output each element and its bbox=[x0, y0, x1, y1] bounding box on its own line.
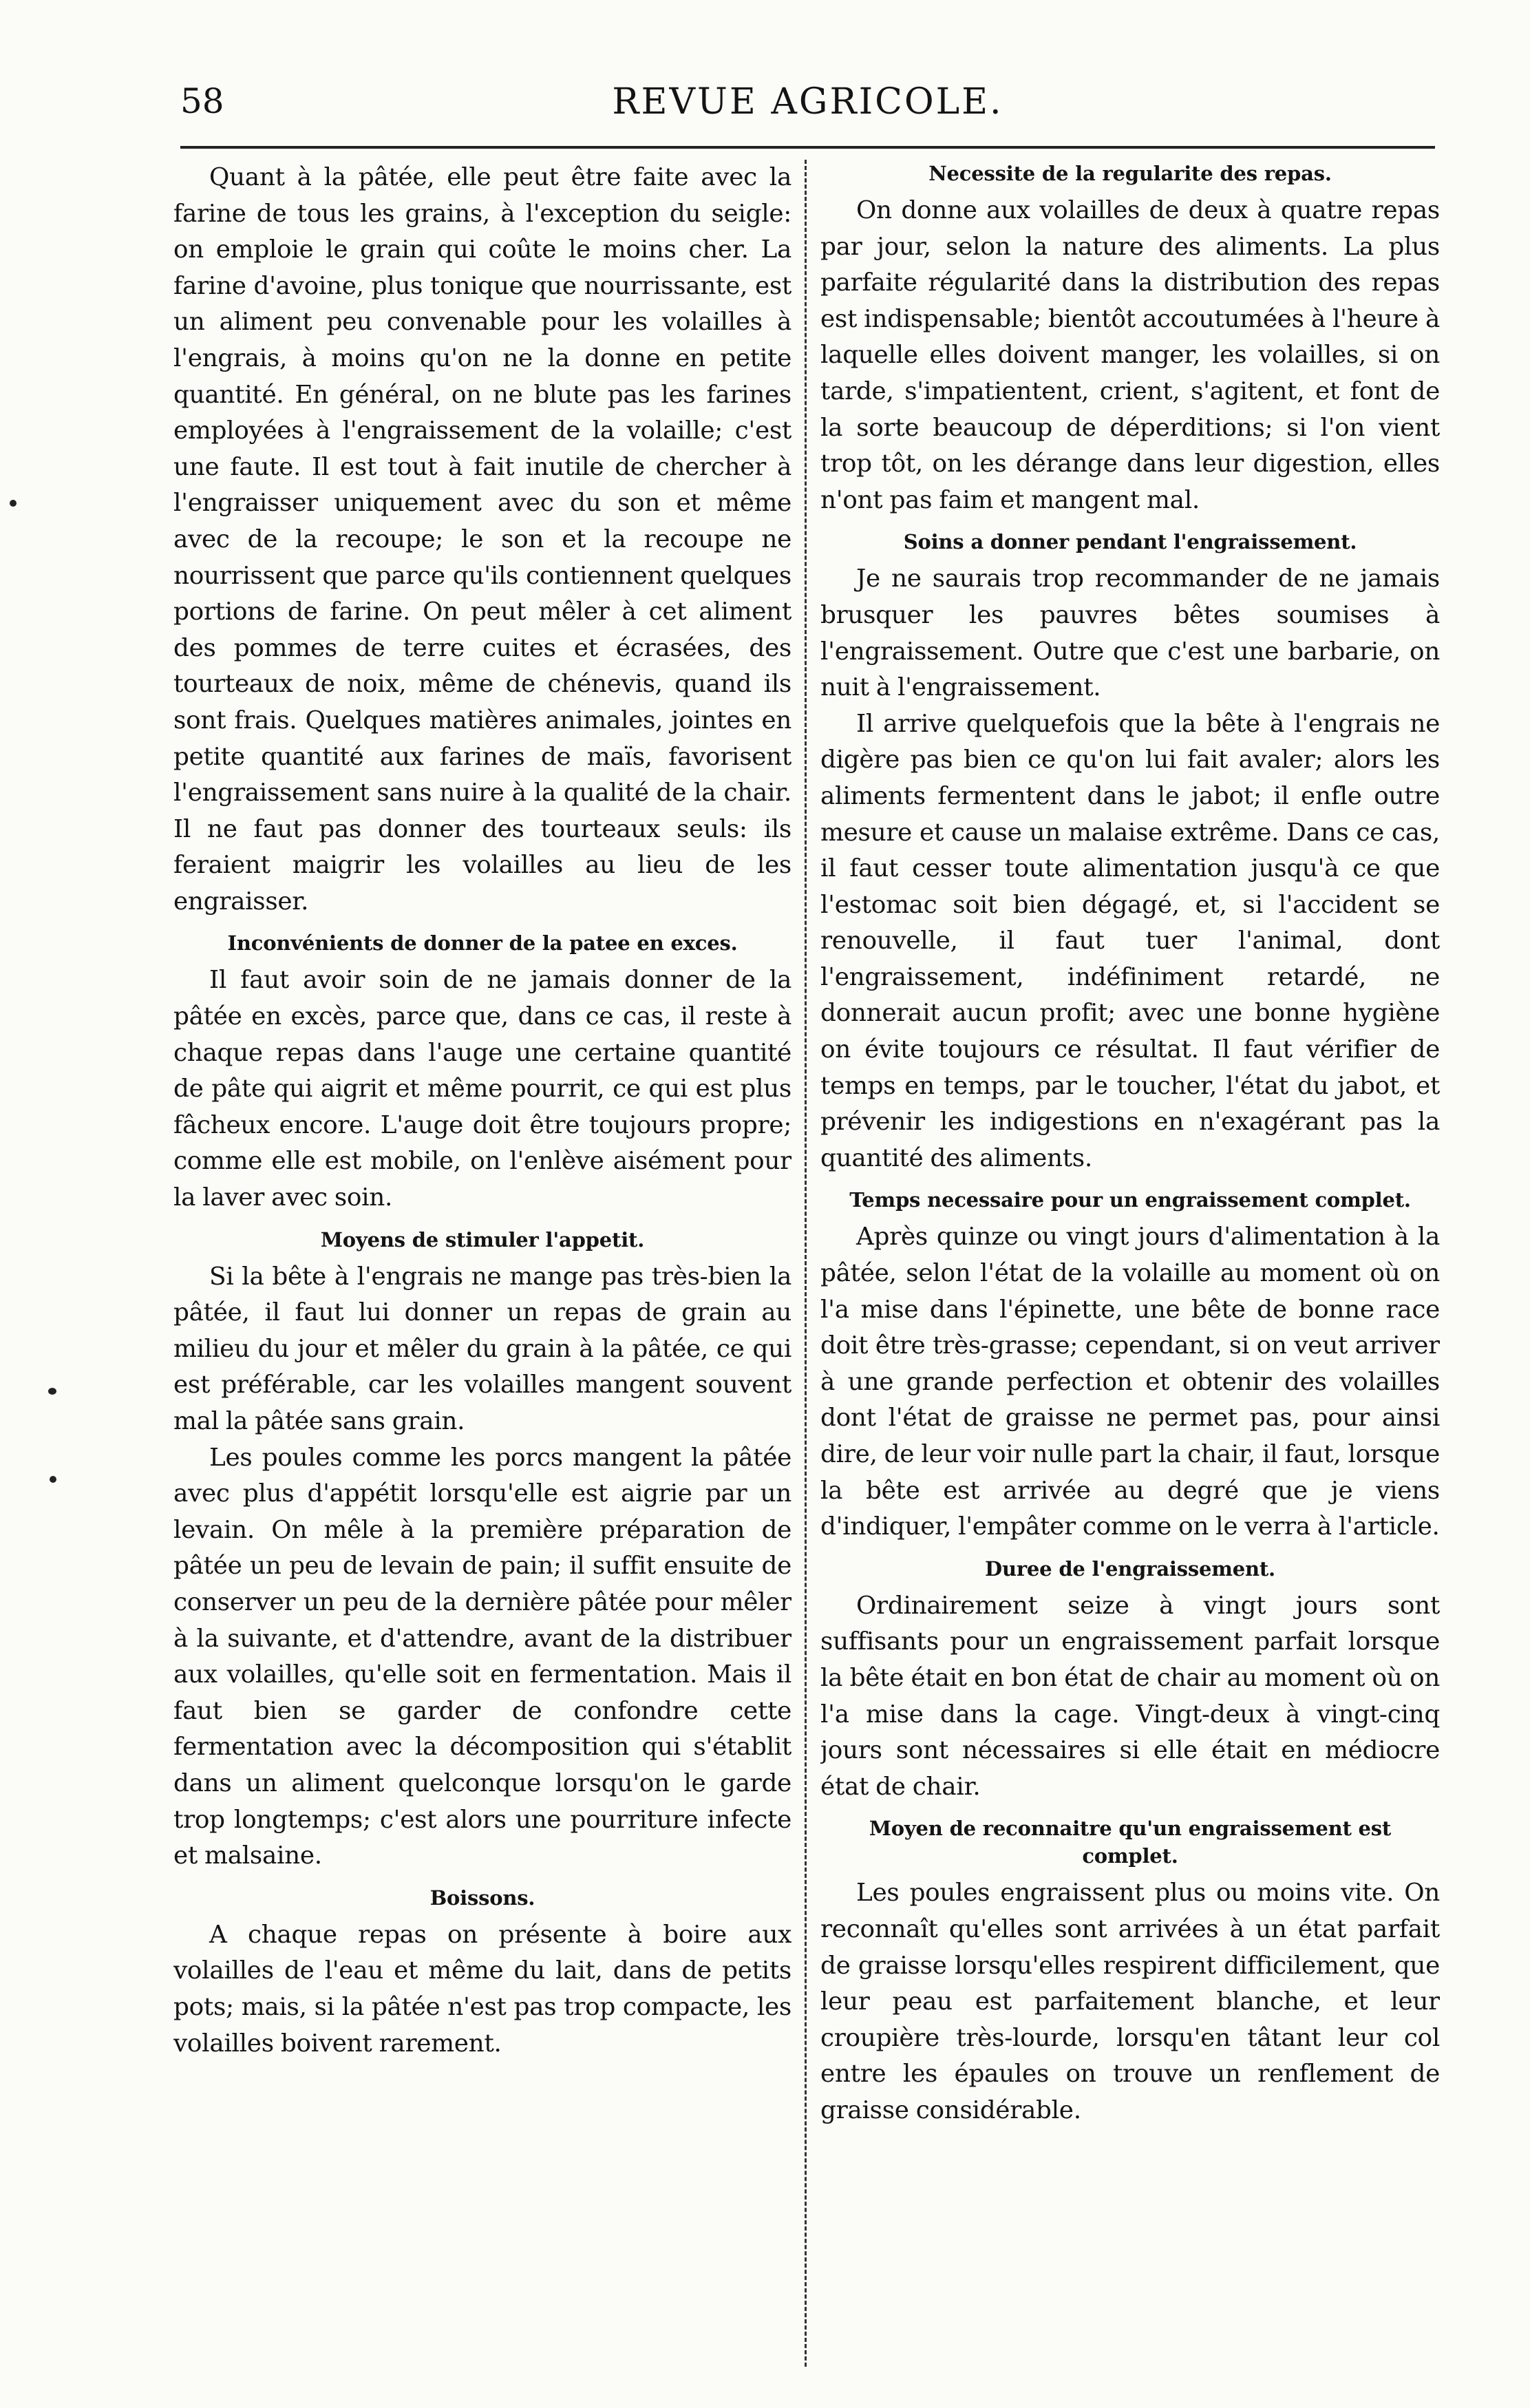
section-heading: Inconvénients de donner de la patee en exces. bbox=[227, 931, 738, 955]
paragraph: Je ne saurais trop recommander de ne jamais brusquer les pauvres bêtes soumises à l'engraissement. Outre que c'est une barbarie, on nuit à l'engraissement. bbox=[820, 564, 1440, 702]
paragraph: Les poules engraissent plus ou moins vite. On reconnaît qu'elles sont arrivées à un état parfait de graisse lorsqu'elles respirent difficilement, que leur peau est parfaitement blanche, et leur croupière très-lourde, lorsqu'en tâtant leur col entre les épaules on trouve un renflement de graisse considérable. bbox=[820, 1879, 1440, 2124]
paragraph: On donne aux volailles de deux à quatre repas par jour, selon la nature des aliments. La plus parfaite régularité dans la distribution des repas est indispensable; bientôt accoutumées à l'heure à laquelle elles doivent manger, les volailles, si on tarde, s'impatientent, crient, s'agitent, et font de la sorte beaucoup de déperditions; si l'on vient trop tôt, on les dérange dans leur digestion, elles n'ont pas faim et mangent mal. bbox=[820, 196, 1440, 514]
paragraph: Les poules comme les porcs mangent la pâtée avec plus d'appétit lorsqu'elle est aigrie par un levain. On mêle à la première préparation de pâtée un peu de levain de pain; il suffit ensuite de conserver un peu de la dernière pâtée pour mêler à la suivante, et d'attendre, avant de la distribuer aux volailles, qu'elle soit en fermentation. Mais il faut bien se garder de confondre cette fermentation avec la décomposition qui s'établit dans un aliment quelconque lorsqu'on le garde trop longtemps; c'est alors une pourriture infecte et malsaine. bbox=[173, 1443, 791, 1870]
paragraph: Ordinairement seize à vingt jours sont suffisants pour un engraissement parfait lorsque la bête était en bon état de chair au moment où on l'a mise dans la cage. Vingt-deux à vingt-cinq jours sont nécessaires si elle était en médiocre état de chair. bbox=[820, 1591, 1440, 1801]
header-rule bbox=[180, 146, 1435, 149]
paragraph: Si la bête à l'engrais ne mange pas très-bien la pâtée, il faut lui donner un repas de grain au milieu du jour et mêler du grain à la pâtée, ce qui est préférable, car les volailles mangent souvent mal la pâtée sans grain. bbox=[173, 1262, 791, 1435]
page-header bbox=[180, 81, 1435, 129]
section-heading: Moyen de reconnaitre qu'un engraissement est complet. bbox=[869, 1817, 1392, 1868]
section-heading: Boissons. bbox=[429, 1886, 535, 1910]
section-heading: Duree de l'engraissement. bbox=[985, 1556, 1275, 1581]
section-heading: Necessite de la regularite des repas. bbox=[928, 162, 1332, 185]
page-number: 58 bbox=[180, 81, 224, 121]
column-divider bbox=[805, 160, 807, 2367]
paragraph: A chaque repas on présente à boire aux volailles de l'eau et même du lait, dans de petits pots; mais, si la pâtée n'est pas trop compacte, les volailles boivent rarement. bbox=[173, 1920, 791, 2058]
right-column bbox=[820, 160, 1440, 2380]
ink-speck bbox=[48, 1388, 56, 1395]
paragraph: Quant à la pâtée, elle peut être faite avec la farine de tous les grains, à l'exception du seigle: on emploie le grain qui coûte le moins cher. La farine d'avoine, plus tonique que nourrissante, est un aliment peu convenable pour les volailles à l'engrais, à moins qu'on ne la donne en petite quantité. En général, on ne blute pas les farines employées à l'engraissement de la volaille; c'est une faute. Il est tout à fait inutile de chercher à l'engraisser uniquement avec du son et même avec de la recoupe; le son et la recoupe ne nourrissent que parce qu'ils contiennent quelques portions de farine. On peut mêler à cet aliment des pommes de terre cuites et écrasées, des tourteaux de noix, même de chénevis, quand ils sont frais. Quelques matières animales, jointes en petite quantité aux farines de maïs, favorisent l'engraissement sans nuire à la qualité de la chair. Il ne faut pas donner des tourteaux seuls: ils feraient maigrir les volailles au lieu de les engraisser. bbox=[173, 163, 791, 916]
left-column bbox=[173, 160, 791, 2380]
paragraph: Il faut avoir soin de ne jamais donner de la pâtée en excès, parce que, dans ce cas, il reste à chaque repas dans l'auge une certaine quantité de pâte qui aigrit et même pourrit, ce qui est plus fâcheux encore. L'auge doit être toujours propre; comme elle est mobile, on l'enlève aisément pour la laver avec soin. bbox=[173, 966, 791, 1212]
section-heading: Temps necessaire pour un engraissement complet. bbox=[849, 1188, 1411, 1212]
ink-speck bbox=[10, 500, 17, 507]
section-heading: Moyens de stimuler l'appetit. bbox=[320, 1227, 645, 1251]
paragraph: Il arrive quelquefois que la bête à l'engrais ne digère pas bien ce qu'on lui fait avaler; alors les aliments fermentent dans le jabot; il enfle outre mesure et cause un malaise extrême. Dans ce cas, il faut cesser toute alimentation jusqu'à ce que l'estomac soit bien dégagé, et, si l'accident se renouvelle, il faut tuer l'animal, dont l'engraissement, indéfiniment retardé, ne donnerait aucun profit; avec une bonne hygiène on évite toujours ce résultat. Il faut vérifier de temps en temps, par le toucher, l'état du jabot, et prévenir les indigestions en n'exagérant pas la quantité des aliments. bbox=[820, 709, 1440, 1172]
ink-speck bbox=[50, 1476, 56, 1483]
paragraph: Après quinze ou vingt jours d'alimentation à la pâtée, selon l'état de la volaille au moment où on l'a mise dans l'épinette, une bête de bonne race doit être très-grasse; cependant, si on veut arriver à une grande perfection et obtenir des volailles dont l'état de graisse ne permet pas, pour ainsi dire, de leur voir nulle part la chair, il faut, lorsque la bête est arrivée au degré que je viens d'indiquer, l'empâter comme on le verra à l'article. bbox=[820, 1223, 1440, 1541]
running-title: REVUE AGRICOLE. bbox=[612, 81, 1003, 123]
section-heading: Soins a donner pendant l'engraissement. bbox=[903, 530, 1357, 554]
